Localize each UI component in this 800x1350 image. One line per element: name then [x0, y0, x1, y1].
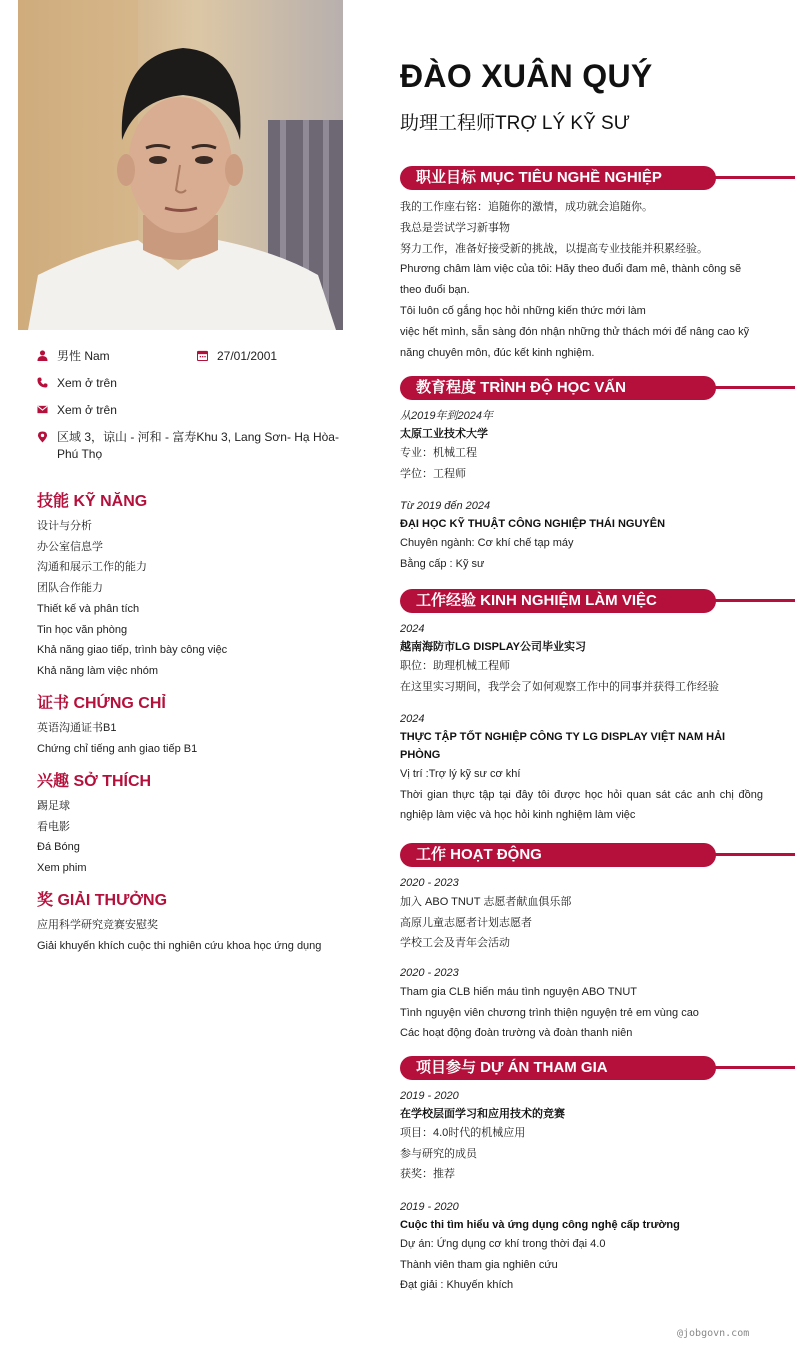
entry-date: 2024: [400, 713, 425, 725]
entry-org: THỰC TẬP TỐT NGHIỆP CÔNG TY LG DISPLAY VIỆT NAM HẢI PHÒNG: [400, 731, 726, 761]
entry-line: Tình nguyện viên chương trình thiện nguyện trẻ em vùng cao: [400, 1006, 699, 1019]
candidate-title: 助理工程师TRỢ LÝ KỸ SƯ: [400, 113, 630, 134]
objective-line: 我总是尝试学习新事物: [400, 221, 510, 234]
entry-org: Cuộc thi tìm hiểu và ứng dụng công nghệ cấp trường: [400, 1219, 680, 1231]
objective-line: 努力工作，准备好接受新的挑战，以提高专业技能并积累经验。: [400, 242, 708, 255]
birthday-value: 27/01/2001: [217, 349, 278, 363]
activities-header: [400, 843, 795, 867]
entry-line: 专业：机械工程: [400, 447, 477, 459]
list-item: 应用科学研究竞赛安慰奖: [37, 919, 158, 931]
certificates-title: 证书 CHỨNG CHỈ: [37, 695, 166, 712]
objective-text: [400, 197, 760, 363]
entry-date: 2019 - 2020: [400, 1090, 459, 1102]
mail-icon: [37, 402, 57, 415]
entry-date: 从2019年到2024年: [400, 410, 493, 422]
skills-section: [37, 492, 357, 682]
project-entry: [400, 1198, 770, 1296]
contact-row-phone: [37, 375, 357, 392]
entry-line: Đạt giải : Khuyến khích: [400, 1279, 514, 1292]
entry-org: 在学校层面学习和应用技术的竞赛: [400, 1108, 565, 1120]
profile-photo: [18, 0, 343, 330]
contact-info: [37, 348, 357, 473]
entry-org: 越南海防市LG DISPLAY公司毕业实习: [400, 641, 586, 653]
entry-line: 学校工会及青年会活动: [400, 937, 510, 950]
entry-line: Bằng cấp : Kỹ sư: [400, 557, 485, 570]
contact-row-email: [37, 402, 357, 419]
activity-entry: [400, 874, 770, 954]
projects-header: [400, 1056, 795, 1080]
experience-entry: [400, 710, 763, 826]
contact-row-address: [37, 429, 357, 463]
contact-row-gender-birthday: [37, 348, 357, 365]
entry-date: 2020 - 2023: [400, 967, 459, 979]
education-header: [400, 376, 795, 400]
awards-title: 奖 GIẢI THƯỞNG: [37, 892, 168, 909]
list-item: 沟通和展示工作的能力: [37, 561, 147, 574]
list-item: 英语沟通证书B1: [37, 722, 117, 734]
projects-title: 项目参与 DỰ ÁN THAM GIA: [400, 1056, 716, 1080]
entry-org: ĐẠI HỌC KỸ THUẬT CÔNG NGHIỆP THÁI NGUYÊN: [400, 518, 666, 530]
candidate-name: ĐÀO XUÂN QUÝ: [400, 58, 653, 94]
entry-line: 高原儿童志愿者计划志愿者: [400, 916, 532, 929]
experience-entry: [400, 620, 770, 697]
list-item: 设计与分析: [37, 520, 92, 532]
objective-line: 我的工作座右铭：追随你的激情，成功就会追随你。: [400, 201, 653, 213]
entry-line: 参与研究的成员: [400, 1147, 477, 1160]
list-item: Tin học văn phòng: [37, 623, 128, 636]
gender-value: 男性 Nam: [57, 349, 110, 363]
certificates-section: [37, 694, 357, 759]
entry-date: 2020 - 2023: [400, 877, 459, 889]
entry-line: 获奖：推荐: [400, 1168, 455, 1181]
entry-line: Thành viên tham gia nghiên cứu: [400, 1258, 558, 1271]
project-entry: [400, 1087, 770, 1185]
list-item: Xem phim: [37, 862, 87, 875]
list-item: Chứng chỉ tiếng anh giao tiếp B1: [37, 742, 198, 755]
entry-line: Chuyên ngành: Cơ khí chế tạp máy: [400, 537, 574, 549]
objective-line: năng chuyên môn, đúc kết kinh nghiệm.: [400, 346, 595, 359]
hobbies-title: 兴趣 SỞ THÍCH: [37, 773, 152, 790]
education-entry: [400, 497, 770, 574]
objective-title: 职业目标 MỤC TIÊU NGHỀ NGHIỆP: [400, 166, 716, 190]
person-icon: [37, 348, 57, 365]
entry-line: 职位：助理机械工程师: [400, 660, 510, 672]
entry-line: Dự án: Ứng dụng cơ khí trong thời đại 4.0: [400, 1238, 606, 1250]
list-item: Thiết kế và phân tích: [37, 602, 140, 615]
entry-org: 太原工业技术大学: [400, 428, 488, 440]
objective-line: việc hết mình, sẵn sàng đón nhận những thử thách mới để nâng cao kỹ: [400, 325, 750, 338]
entry-date: 2019 - 2020: [400, 1201, 459, 1213]
objective-line: Phương châm làm việc của tôi: Hãy theo đuổi đam mê, thành công sẽ: [400, 263, 742, 276]
list-item: 办公室信息学: [37, 540, 103, 553]
hobbies-section: [37, 772, 357, 879]
address-value: 区域 3，谅山 - 河和 - 富寿Khu 3, Lang Sơn- Hạ Hòa- Phú Thọ: [57, 430, 339, 461]
entry-date: 2024: [400, 623, 425, 635]
phone-value: Xem ở trên: [57, 376, 117, 390]
entry-line: 在这里实习期间，我学会了如何观察工作中的同事并获得工作经验: [400, 680, 719, 693]
phone-icon: [37, 375, 57, 388]
entry-line: 学位：工程师: [400, 467, 466, 480]
education-entry: [400, 407, 770, 484]
entry-line: Vị trí :Trợ lý kỹ sư cơ khí: [400, 768, 521, 780]
list-item: Giải khuyến khích cuộc thi nghiên cứu khoa học ứng dụng: [37, 939, 322, 952]
awards-section: [37, 891, 357, 956]
list-item: 团队合作能力: [37, 582, 103, 595]
objective-line: Tôi luôn cố gắng học hỏi những kiến thức mới làm: [400, 304, 646, 317]
entry-line: 项目：4.0时代的机械应用: [400, 1127, 526, 1139]
watermark: @jobgovn.com: [677, 1328, 750, 1339]
entry-date: Từ 2019 đến 2024: [400, 500, 491, 512]
objective-line: theo đuổi bạn.: [400, 284, 470, 297]
activities-title: 工作 HOẠT ĐỘNG: [400, 843, 716, 867]
entry-line: Thời gian thực tập tại đây tôi được học hỏi quan sát các anh chị đồng nghiệp làm việc và học hỏi kinh nghiệm làm việc: [400, 788, 763, 822]
list-item: 看电影: [37, 820, 70, 833]
activity-entry: [400, 964, 770, 1044]
entry-line: 加入 ABO TNUT 志愿者献血俱乐部: [400, 896, 572, 908]
objective-header: [400, 166, 795, 190]
list-item: Khả năng làm việc nhóm: [37, 664, 159, 677]
list-item: Đá Bóng: [37, 841, 80, 854]
entry-line: Các hoạt động đoàn trường và đoàn thanh niên: [400, 1027, 633, 1040]
email-value: Xem ở trên: [57, 403, 117, 417]
experience-header: [400, 589, 795, 613]
list-item: Khả năng giao tiếp, trình bày công việc: [37, 644, 228, 657]
education-title: 教育程度 TRÌNH ĐỘ HỌC VẤN: [400, 376, 716, 400]
skills-title: 技能 KỸ NĂNG: [37, 493, 148, 510]
experience-title: 工作经验 KINH NGHIỆM LÀM VIỆC: [400, 589, 716, 613]
location-icon: [37, 429, 57, 443]
calendar-icon: [197, 348, 217, 365]
list-item: 踢足球: [37, 800, 70, 812]
entry-line: Tham gia CLB hiến máu tình nguyện ABO TNUT: [400, 986, 638, 998]
profile-photo-image: [18, 0, 343, 330]
skills-list: [37, 516, 357, 682]
